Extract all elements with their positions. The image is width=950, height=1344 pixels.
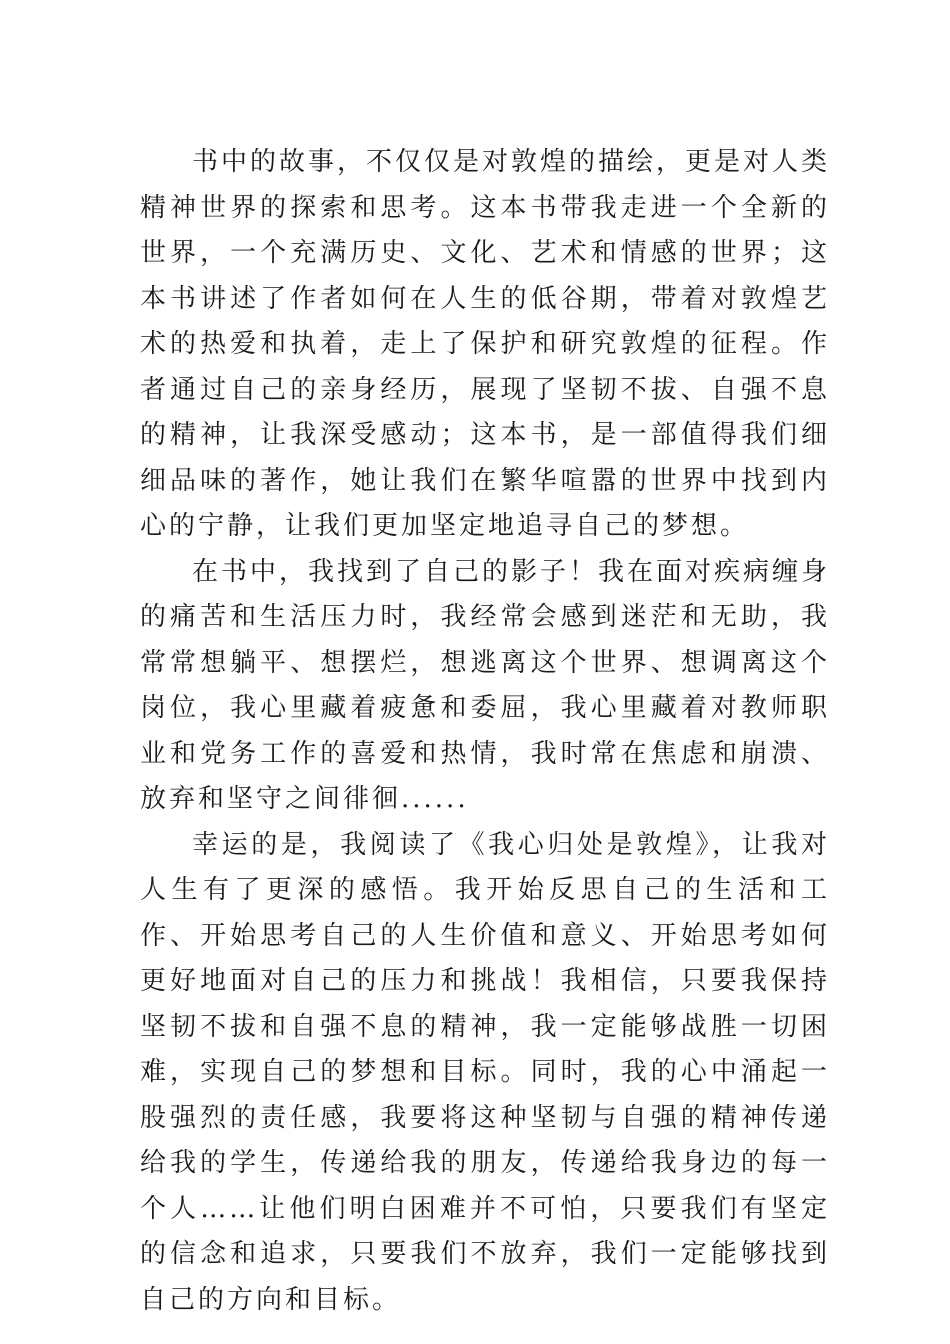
paragraph-1: 书中的故事，不仅仅是对敦煌的描绘，更是对人类精神世界的探索和思考。这本书带我走进一个全新的世界，一个充满历史、文化、艺术和情感的世界；这本书讲述了作者如何在人生的低谷期，带着对敦煌艺术的热爱和执着，走上了保护和研究敦煌的征程。作者通过自己的亲身经历，展现了坚韧不拔、自强不息的精神，让我深受感动；这本书，是一部值得我们细细品味的著作，她让我们在繁华喧嚣的世界中找到内心的宁静，让我们更加坚定地追寻自己的梦想。: [140, 147, 831, 541]
paragraph-3: 幸运的是，我阅读了《我心归处是敦煌》，让我对人生有了更深的感悟。我开始反思自己的生活和工作、开始思考自己的人生价值和意义、开始思考如何更好地面对自己的压力和挑战！我相信，只要我保持坚韧不拔和自强不息的精神，我一定能够战胜一切困难，实现自己的梦想和目标。同时，我的心中涌起一股强烈的责任感，我要将这种坚韧与自强的精神传递给我的学生，传递给我的朋友，传递给我身边的每一个人……让他们明白困难并不可怕，只要我们有坚定的信念和追求，只要我们不放弃，我们一定能够找到自己的方向和目标。: [140, 829, 830, 1315]
document-body: [140, 140, 830, 1323]
paragraph-2: 在书中，我找到了自己的影子！我在面对疾病缠身的痛苦和生活压力时，我经常会感到迷茫和无助，我常常想躺平、想摆烂，想逃离这个世界、想调离这个岗位，我心里藏着疲惫和委屈，我心里藏着对教师职业和党务工作的喜爱和热情，我时常在焦虑和崩溃、放弃和坚守之间徘徊......: [140, 556, 831, 814]
